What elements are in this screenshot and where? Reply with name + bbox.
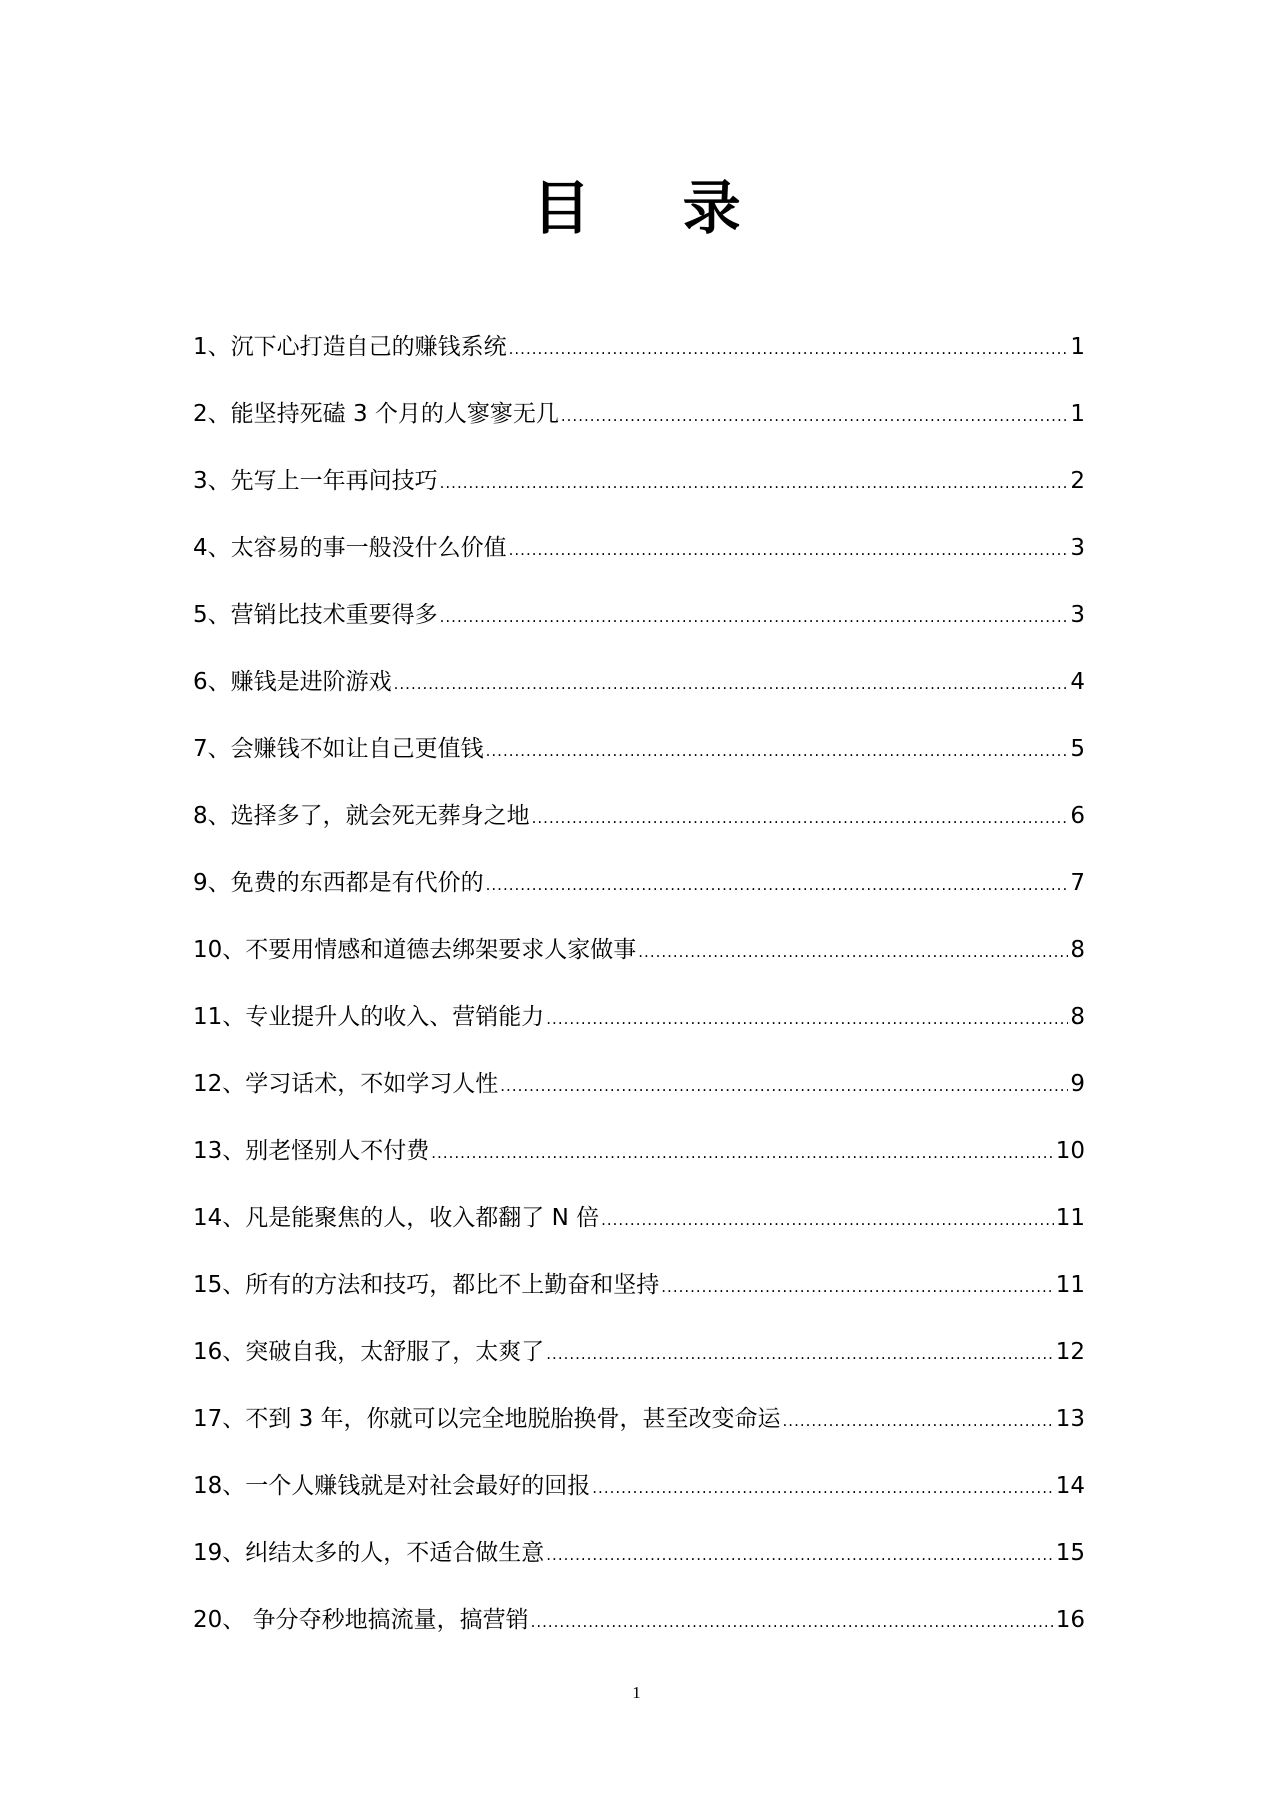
- toc-leader-dots: [486, 736, 1069, 766]
- toc-leader-dots: [532, 803, 1069, 833]
- toc-entry: [193, 1136, 1085, 1203]
- toc-entry-text: 1、沉下心打造自己的赚钱系统: [193, 334, 507, 360]
- toc-entry-text: 6、赚钱是进阶游戏: [193, 669, 392, 695]
- toc-entry: [193, 1270, 1085, 1337]
- toc-leader-dots: [394, 669, 1069, 699]
- toc-entry-page: 14: [1055, 1473, 1085, 1499]
- toc-leader-dots: [531, 1607, 1054, 1637]
- page-title: 目 录: [532, 174, 777, 242]
- toc-entry-text: 9、免费的东西都是有代价的: [193, 870, 484, 896]
- toc-leader-dots: [440, 602, 1069, 632]
- toc-entry-text: 15、所有的方法和技巧，都比不上勤奋和坚持: [193, 1272, 660, 1298]
- toc-entry-page: 15: [1055, 1540, 1085, 1566]
- toc-entry: [193, 1605, 1085, 1672]
- toc-entry-text: 13、别老怪别人不付费: [193, 1138, 430, 1164]
- toc-entry-page: 8: [1070, 937, 1085, 963]
- toc-entry: [193, 600, 1085, 667]
- table-of-contents: [193, 332, 1085, 1672]
- toc-entry-text: 14、凡是能聚焦的人，收入都翻了 N 倍: [193, 1205, 600, 1231]
- toc-leader-dots: [546, 1540, 1053, 1570]
- toc-entry-text: 5、营销比技术重要得多: [193, 602, 438, 628]
- toc-leader-dots: [638, 937, 1068, 967]
- toc-entry: [193, 1538, 1085, 1605]
- toc-entry: [193, 1069, 1085, 1136]
- toc-entry-text: 12、学习话术，不如学习人性: [193, 1071, 499, 1097]
- toc-leader-dots: [509, 334, 1069, 364]
- toc-leader-dots: [546, 1339, 1053, 1369]
- toc-entry: [193, 466, 1085, 533]
- toc-entry-text: 11、专业提升人的收入、营销能力: [193, 1004, 545, 1030]
- toc-entry-page: 1: [1070, 334, 1085, 360]
- toc-entry: [193, 868, 1085, 935]
- toc-leader-dots: [431, 1138, 1053, 1168]
- toc-entry: [193, 1203, 1085, 1270]
- toc-leader-dots: [440, 468, 1069, 498]
- toc-entry: [193, 1002, 1085, 1069]
- toc-entry-page: 8: [1070, 1004, 1085, 1030]
- toc-entry-page: 3: [1070, 602, 1085, 628]
- toc-entry: [193, 533, 1085, 600]
- toc-entry-page: 4: [1070, 669, 1085, 695]
- toc-leader-dots: [500, 1071, 1068, 1101]
- toc-entry-page: 11: [1055, 1205, 1085, 1231]
- toc-entry-text: 2、能坚持死磕 3 个月的人寥寥无几: [193, 401, 559, 427]
- toc-entry-page: 9: [1070, 1071, 1085, 1097]
- toc-leader-dots: [601, 1205, 1054, 1235]
- toc-leader-dots: [509, 535, 1069, 565]
- toc-entry-page: 12: [1055, 1339, 1085, 1365]
- toc-entry-page: 5: [1070, 736, 1085, 762]
- toc-entry-text: 10、不要用情感和道德去绑架要求人家做事: [193, 937, 637, 963]
- toc-entry: [193, 1337, 1085, 1404]
- toc-entry-page: 3: [1070, 535, 1085, 561]
- toc-entry: [193, 332, 1085, 399]
- toc-entry: [193, 1471, 1085, 1538]
- toc-entry: [193, 935, 1085, 1002]
- toc-entry-page: 2: [1070, 468, 1085, 494]
- toc-entry-page: 7: [1070, 870, 1085, 896]
- toc-leader-dots: [783, 1406, 1054, 1436]
- toc-entry-text: 8、选择多了，就会死无葬身之地: [193, 803, 530, 829]
- toc-entry-text: 16、突破自我，太舒服了，太爽了: [193, 1339, 545, 1365]
- toc-entry-text: 7、会赚钱不如让自己更值钱: [193, 736, 484, 762]
- toc-entry: [193, 667, 1085, 734]
- toc-leader-dots: [486, 870, 1069, 900]
- toc-entry-page: 16: [1055, 1607, 1085, 1633]
- toc-leader-dots: [592, 1473, 1053, 1503]
- toc-entry-text: 20、 争分夺秒地搞流量，搞营销: [193, 1607, 529, 1633]
- toc-entry-text: 18、一个人赚钱就是对社会最好的回报: [193, 1473, 591, 1499]
- toc-entry-page: 10: [1055, 1138, 1085, 1164]
- toc-entry: [193, 801, 1085, 868]
- toc-entry-text: 4、太容易的事一般没什么价值: [193, 535, 507, 561]
- toc-entry-text: 3、先写上一年再问技巧: [193, 468, 438, 494]
- toc-leader-dots: [546, 1004, 1068, 1034]
- toc-entry-page: 13: [1055, 1406, 1085, 1432]
- toc-entry-page: 1: [1070, 401, 1085, 427]
- toc-leader-dots: [661, 1272, 1053, 1302]
- toc-leader-dots: [561, 401, 1068, 431]
- toc-entry-page: 11: [1055, 1272, 1085, 1298]
- toc-entry: [193, 734, 1085, 801]
- page-number: 1: [632, 1683, 641, 1702]
- toc-entry-page: 6: [1070, 803, 1085, 829]
- toc-entry-text: 17、不到 3 年，你就可以完全地脱胎换骨，甚至改变命运: [193, 1406, 781, 1432]
- toc-entry-text: 19、纠结太多的人，不适合做生意: [193, 1540, 545, 1566]
- toc-entry: [193, 1404, 1085, 1471]
- toc-entry: [193, 399, 1085, 466]
